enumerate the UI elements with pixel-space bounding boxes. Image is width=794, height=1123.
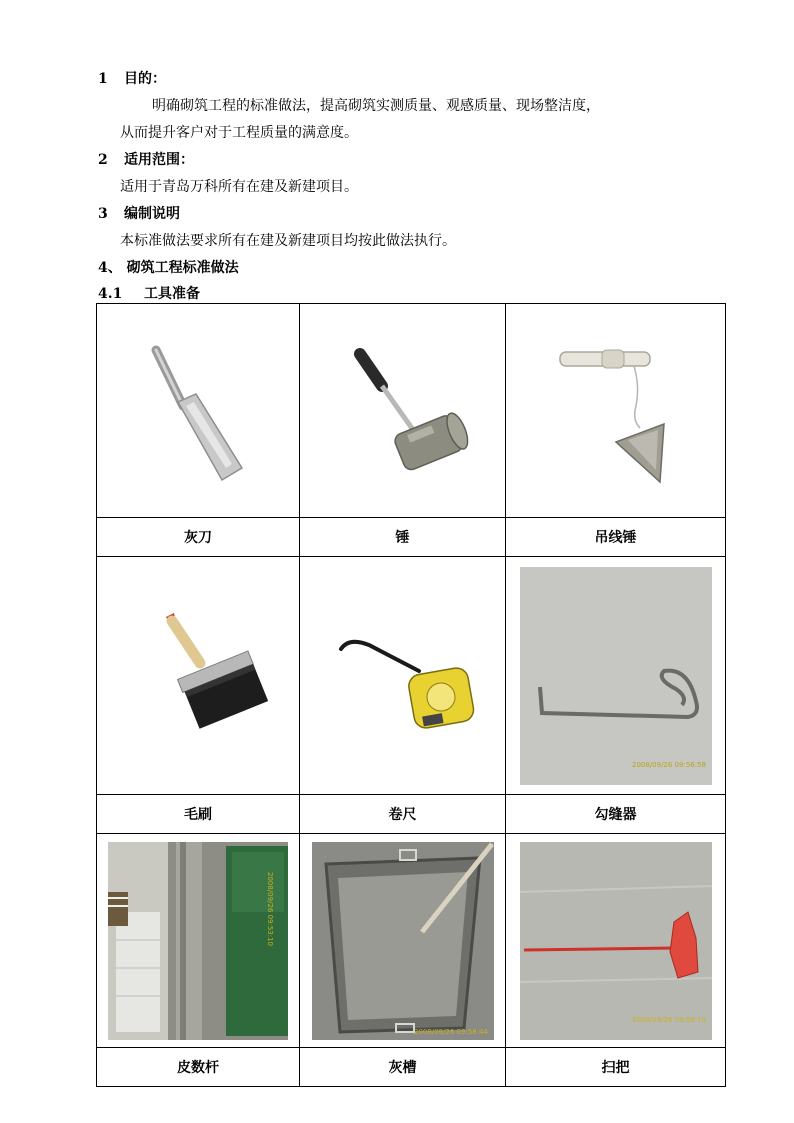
story-pole-cell [97,834,300,1048]
brush-cell [97,557,300,795]
section-title: 目的： [124,71,166,87]
section-number: 3 [98,206,108,222]
tool-label-hammer: 锤 [300,518,506,557]
broom-cell [506,834,726,1048]
mortar-tray-cell [300,834,506,1048]
section-1-text-line1: 明确砌筑工程的标准做法，提高砌筑实测质量、观感质量、现场整洁度， [152,98,600,114]
hammer-cell [300,304,506,518]
tools-label-row [97,518,726,557]
section-2-heading [98,151,194,169]
tool-label-joint-tool: 勾缝器 [506,795,726,834]
tools-table [96,303,726,1087]
trowel-cell [97,304,300,518]
section-3-heading [98,205,180,223]
joint-tool-photo [520,567,712,785]
section-1-heading [98,70,166,88]
section-title: 适用范围： [124,152,194,168]
section-title: 工具准备 [144,286,200,302]
plumb-bob-icon [536,336,696,486]
tape-measure-cell [300,557,506,795]
mortar-tray-photo [312,842,494,1040]
tools-image-row [97,304,726,518]
section-1-text-line2: 从而提升客户对于工程质量的满意度。 [120,125,358,141]
tool-label-plumb-bob: 吊线锤 [506,518,726,557]
tools-image-row [97,557,726,795]
section-number: 2 [98,152,108,168]
tool-label-tape-measure: 卷尺 [300,795,506,834]
section-4-1-heading [98,285,200,303]
tool-label-trowel: 灰刀 [97,518,300,557]
section-number: 4.1 [98,286,123,302]
section-4-heading: 4、 砌筑工程标准做法 [98,260,239,276]
photo-timestamp: 2008/09/26 09:58:19 [631,1015,706,1024]
photo-timestamp: 2008/09/26 09:56:58 [631,760,706,769]
photo-timestamp: 2008/09/26 09:53:10 [266,871,274,946]
tool-label-mortar-tray: 灰槽 [300,1048,506,1087]
brush-icon [128,611,268,741]
section-3-text: 本标准做法要求所有在建及新建项目均按此做法执行。 [120,233,456,249]
story-pole-photo [108,842,288,1040]
hammer-icon [328,336,478,486]
broom-photo [520,842,712,1040]
section-2-text: 适用于青岛万科所有在建及新建项目。 [120,179,358,195]
section-title: 编制说明 [124,206,180,222]
plumb-bob-cell [506,304,726,518]
tool-label-brush: 毛刷 [97,795,300,834]
tools-image-row [97,834,726,1048]
section-number: 1 [98,71,108,87]
tool-label-story-pole: 皮数杆 [97,1048,300,1087]
tools-label-row [97,1048,726,1087]
tape-measure-icon [323,611,483,741]
tool-label-broom: 扫把 [506,1048,726,1087]
joint-tool-cell [506,557,726,795]
photo-timestamp: 2008/09/26 09:58:44 [413,1027,488,1036]
tools-label-row [97,795,726,834]
trowel-icon [128,336,268,486]
